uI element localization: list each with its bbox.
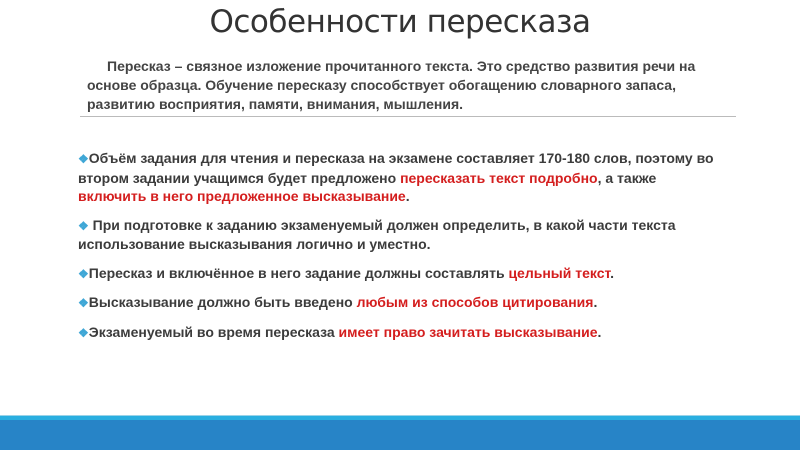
bullet-text: . — [610, 264, 615, 281]
bullet-list — [78, 149, 728, 352]
bullet-text: . — [597, 323, 602, 340]
footer-bar — [0, 420, 800, 450]
bullet-item — [78, 323, 728, 343]
diamond-bullet-icon: ❖ — [78, 218, 89, 233]
intro-paragraph: Пересказ – связное изложение прочитанного текста. Это средство развития речи на основе образца. Обучение пересказу способствует обогащению словарного запаса, развитию восприятия, памяти, внимания, мышления. — [87, 58, 696, 112]
bullet-text: . — [405, 188, 410, 204]
highlight-text: включить в него предложенное высказывание — [78, 188, 406, 204]
bullet-item — [78, 216, 728, 254]
bullet-text: . — [593, 294, 598, 310]
diamond-bullet-icon: ❖ — [78, 296, 89, 310]
diamond-bullet-icon: ❖ — [78, 325, 89, 340]
highlight-text: имеет право зачитать высказывание — [338, 323, 598, 340]
bullet-text: Пересказ и включённое в него задание должны составлять — [88, 264, 509, 281]
diamond-bullet-icon: ❖ — [78, 266, 89, 281]
bullet-item — [78, 149, 728, 206]
highlight-text: пересказать текст подробно — [400, 169, 598, 186]
bullet-item — [78, 293, 728, 313]
divider — [80, 116, 736, 117]
bullet-text: , а также — [597, 169, 657, 186]
highlight-text: цельный текст — [508, 264, 611, 281]
bullet-text: Экзаменуемый во время пересказа — [88, 323, 339, 340]
slide-title: Особенности пересказа — [209, 4, 591, 40]
bullet-text: При подготовке к заданию экзаменуемый должен определить, в какой части текста использование высказывания логично и уместно. — [78, 216, 676, 252]
bullet-text: Высказывание должно быть введено — [88, 294, 357, 310]
bullet-text: Объём задания для чтения и пересказа на экзамене составляет 170-180 слов, поэтому во втором задании учащимся будет предложено — [78, 150, 714, 186]
bullet-item — [78, 264, 728, 284]
diamond-bullet-icon: ❖ — [78, 152, 89, 166]
highlight-text: любым из способов цитирования — [356, 294, 594, 310]
